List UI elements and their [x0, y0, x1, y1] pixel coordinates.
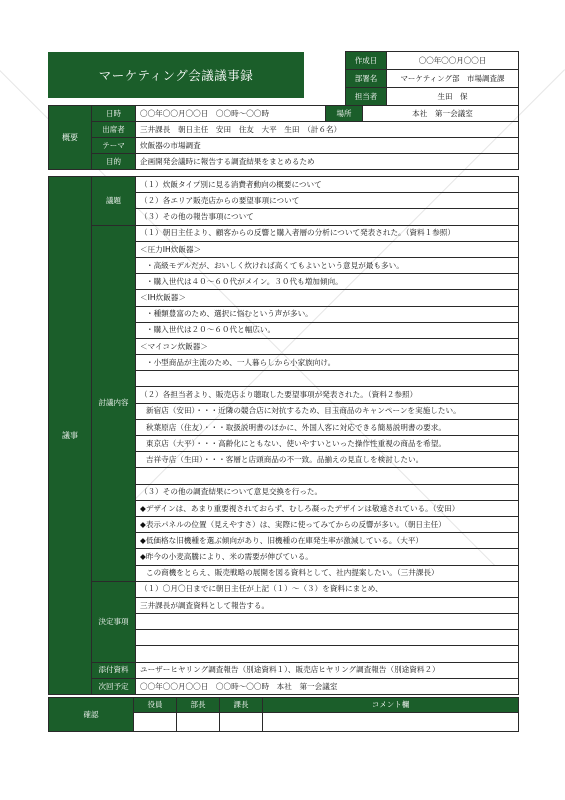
agenda-table	[48, 176, 519, 695]
discussion-line: （２）各担当者より、販売店より聴取した要望事項が発表された。（資料２参照）	[136, 387, 519, 403]
meta-label: 部署名	[346, 70, 387, 88]
next-meeting-value: 〇〇年〇〇月〇〇日 〇〇時～〇〇時 本社 第一会議室	[136, 678, 519, 694]
discussion-line: 秋葉原店（住友）・・・取扱説明書のほかに、外国人客に対応できる簡易説明書の要求。	[136, 419, 519, 435]
discussion-line: ・小型商品が主流のため、一人暮らしから小家族向け。	[136, 355, 519, 371]
next-meeting-label: 次回予定	[92, 678, 136, 694]
theme-value: 炊飯器の市場調査	[136, 138, 519, 154]
attendees-label: 出席者	[92, 122, 136, 138]
confirm-header: 役員	[134, 698, 177, 713]
meta-value: マーケティング部 市場調査課	[387, 70, 519, 88]
discussion-line: （３）その他の調査結果について意見交換を行った。	[136, 484, 519, 500]
meta-table	[345, 51, 519, 106]
meta-value: 生田 保	[387, 88, 519, 106]
decision-line	[136, 614, 519, 630]
discussion-line: ◆表示パネルの位置（見えやすさ）は、実際に使ってみてからの反響が多い。（朝日主任）	[136, 516, 519, 532]
confirm-section-label: 確認	[49, 698, 134, 732]
discussion-line: 吉祥寺店（生田）・・・客層と店頭商品の不一致。品揃えの見直しを検討したい。	[136, 452, 519, 468]
discussion-line: ＜マイコン炊飯器＞	[136, 338, 519, 354]
confirm-header: コメント欄	[263, 698, 519, 713]
topic-line: （１）炊飯タイプ別に見る消費者動向の概要について	[136, 177, 519, 193]
comment-cell[interactable]	[263, 713, 519, 732]
discussion-line	[136, 468, 519, 484]
attachments-value: ユーザーヒヤリング調査報告（別途資料１）、販売店ヒヤリング調査報告（別途資料２）	[136, 662, 519, 678]
discussion-line: ＜IH炊飯器＞	[136, 290, 519, 306]
discussion-line: 新宿店（安田）・・・近隣の競合店に対抗するため、目玉商品のキャンペーンを実施したい。	[136, 403, 519, 419]
confirm-table	[48, 697, 519, 732]
purpose-value: 企画開発会議時に報告する調査結果をまとめるため	[136, 154, 519, 170]
discussion-line	[136, 371, 519, 387]
topic-line: （３）その他の報告事項について	[136, 209, 519, 225]
overview-table	[48, 105, 519, 170]
topic-line: （２）各エリア販売店からの要望事項について	[136, 193, 519, 209]
topics-label: 議題	[92, 177, 136, 226]
meta-row	[346, 52, 519, 70]
confirm-header: 課長	[220, 698, 263, 713]
date-label: 日時	[92, 106, 136, 122]
meta-row	[346, 70, 519, 88]
discussion-line: この商機をとらえ、販売戦略の展開を図る資料として、社内提案したい。（三井課長）	[136, 565, 519, 581]
theme-label: テーマ	[92, 138, 136, 154]
decision-line	[136, 630, 519, 646]
discussion-line: ・購入世代は４０～６０代がメイン。３０代も増加傾向。	[136, 274, 519, 290]
stamp-cell[interactable]	[177, 713, 220, 732]
place-value: 本社 第一会議室	[363, 106, 519, 122]
discussion-label: 討議内容	[92, 225, 136, 581]
document-title: マーケティング会議議事録	[48, 52, 304, 98]
discussion-line: 東京店（大平）・・・高齢化にともない、使いやすいといった操作性重視の商品を希望。	[136, 436, 519, 452]
discussion-line: （１）朝日主任より、顧客からの反響と購入者層の分析について発表された。（資料１参照）	[136, 225, 519, 241]
discussion-line: ＜圧力IH炊飯器＞	[136, 241, 519, 257]
attendees-value: 三井課長 朝日主任 安田 住友 大平 生田 （計６名）	[136, 122, 519, 138]
stamp-cell[interactable]	[134, 713, 177, 732]
discussion-line: ◆低価格な旧機種を選ぶ傾向があり、旧機種の在庫発生率が激減している。（大平）	[136, 533, 519, 549]
decision-line	[136, 646, 519, 662]
discussion-line: ・購入世代は２０～６０代と幅広い。	[136, 322, 519, 338]
confirm-header: 部長	[177, 698, 220, 713]
meta-row	[346, 88, 519, 106]
overview-section-label: 概要	[49, 106, 92, 170]
discussion-line: ◆デザインは、あまり重要視されておらず、むしろ凝ったデザインは敬遠されている。（安田）	[136, 500, 519, 516]
place-label: 場所	[326, 106, 363, 122]
decision-line: （１）〇月〇日までに朝日主任が上記（１）～（３）を資料にまとめ、	[136, 581, 519, 597]
meta-label: 作成日	[346, 52, 387, 70]
meta-value: 〇〇年〇〇月〇〇日	[387, 52, 519, 70]
agenda-section-label: 議事	[49, 177, 92, 695]
purpose-label: 目的	[92, 154, 136, 170]
stamp-cell[interactable]	[220, 713, 263, 732]
attachments-label: 添付資料	[92, 662, 136, 678]
decision-line: 三井課長が調査資料として報告する。	[136, 597, 519, 613]
date-value: 〇〇年〇〇月〇〇日 〇〇時～〇〇時	[136, 106, 326, 122]
discussion-line: ・種類豊富のため、選択に悩むという声が多い。	[136, 306, 519, 322]
decision-label: 決定事項	[92, 581, 136, 662]
discussion-line: ◆昨今の小麦高騰により、米の需要が伸びている。	[136, 549, 519, 565]
discussion-line: ・高級モデルだが、おいしく炊ければ高くてもよいという意見が最も多い。	[136, 257, 519, 273]
meta-label: 担当者	[346, 88, 387, 106]
